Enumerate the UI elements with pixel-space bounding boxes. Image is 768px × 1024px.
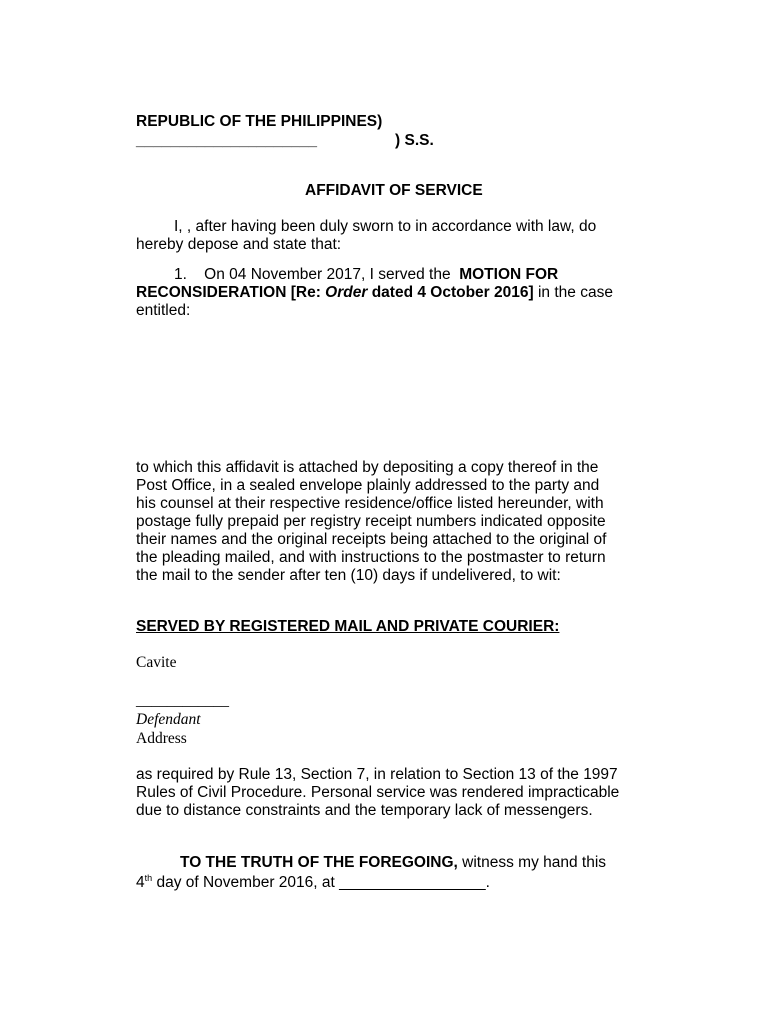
served-heading: SERVED BY REGISTERED MAIL AND PRIVATE COURIER:: [136, 618, 560, 635]
item1-line-3: entitled:: [136, 302, 191, 319]
republic-heading: REPUBLIC OF THE PHILIPPINES): [136, 113, 383, 130]
item1-dated: dated 4 October 2016]: [371, 284, 534, 301]
body-line-4: postage fully prepaid per registry receipt numbers indicated opposite: [136, 513, 606, 530]
rule-line-1: as required by Rule 13, Section 7, in relation to Section 13 of the 1997: [136, 766, 618, 783]
item1-text-b: in the case: [537, 284, 613, 301]
closing-day-suffix: th: [144, 873, 153, 883]
item1-number: 1.: [174, 266, 187, 283]
ss-label: ) S.S.: [395, 132, 434, 149]
item1-text-a: On 04 November 2017, I served the: [204, 266, 451, 283]
recipient-address: Address: [136, 730, 187, 747]
rule-line-2: Rules of Civil Procedure. Personal service was rendered impracticable: [136, 784, 620, 801]
closing-day: 4: [136, 874, 145, 891]
intro-line-2: hereby depose and state that:: [136, 236, 342, 253]
closing-rest: day of November 2016, at _________________.: [156, 874, 490, 891]
body-line-1: to which this affidavit is attached by depositing a copy thereof in the: [136, 459, 599, 476]
closing-line-2: [136, 874, 490, 892]
rule-line-3: due to distance constraints and the temporary lack of messengers.: [136, 802, 593, 819]
recipient-place: Cavite: [136, 654, 177, 671]
body-line-7: the mail to the sender after ten (10) days if undelivered, to wit:: [136, 567, 561, 584]
item1-reconsideration: RECONSIDERATION [Re:: [136, 284, 321, 301]
venue-line: [136, 132, 434, 150]
body-line-5: their names and the original receipts being attached to the original of: [136, 531, 607, 548]
body-line-2: Post Office, in a sealed envelope plainly addressed to the party and: [136, 477, 600, 494]
document-title: AFFIDAVIT OF SERVICE: [305, 182, 483, 199]
recipient-role: Defendant: [136, 711, 201, 728]
closing-bold-lead: TO THE TRUTH OF THE FOREGOING,: [180, 854, 458, 871]
body-line-3: his counsel at their respective residence/office listed hereunder, with: [136, 495, 604, 512]
intro-text-1: I, , after having been duly sworn to in accordance with law, do: [174, 218, 597, 235]
venue-blank: _____________________: [136, 132, 318, 149]
intro-line-1: [136, 218, 678, 236]
closing-line-1: [136, 854, 678, 872]
item1-line-1: [136, 266, 678, 284]
recipient-blank: ____________: [136, 692, 229, 709]
item1-line-2: [136, 284, 613, 302]
item1-motion: MOTION FOR: [459, 266, 559, 283]
body-line-6: the pleading mailed, and with instructions to the postmaster to return: [136, 549, 606, 566]
closing-text: witness my hand this: [462, 854, 607, 871]
item1-order: Order: [325, 284, 368, 301]
